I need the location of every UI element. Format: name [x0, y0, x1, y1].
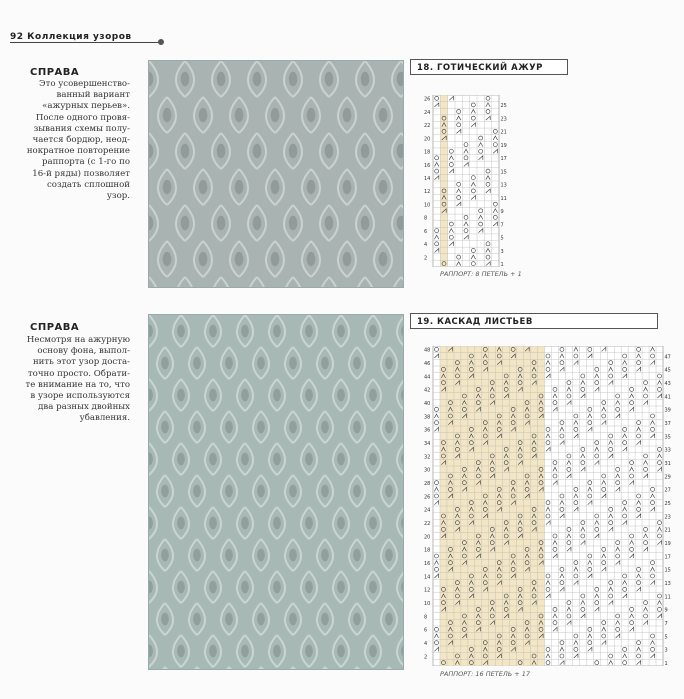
row-number-right: 35 — [664, 434, 671, 441]
row-number-right: 11 — [664, 594, 671, 601]
row-number-right: 19 — [500, 142, 507, 149]
row-number-right: 19 — [664, 541, 671, 547]
row-number-right: 29 — [664, 474, 671, 481]
row-number-left: 28 — [424, 481, 431, 487]
row-number-right: 25 — [664, 501, 671, 507]
row-number-left: 8 — [424, 215, 428, 222]
pattern-19-chart — [423, 346, 673, 666]
row-number-left: 2 — [424, 654, 428, 661]
row-number-right: 13 — [664, 581, 671, 587]
row-number-right: 17 — [500, 156, 507, 163]
row-number-left: 26 — [424, 494, 431, 501]
row-number-left: 26 — [424, 96, 431, 103]
row-number-left: 36 — [424, 427, 431, 434]
row-number-right: 3 — [664, 647, 668, 654]
row-number-right: 47 — [664, 354, 671, 361]
row-number-right: 7 — [664, 621, 668, 627]
row-number-right: 25 — [500, 103, 507, 110]
row-number-left: 14 — [424, 176, 431, 183]
row-number-right: 27 — [664, 487, 671, 494]
row-number-left: 4 — [424, 242, 428, 249]
row-number-right: 1 — [664, 661, 668, 666]
row-number-right: 5 — [664, 634, 668, 641]
row-number-left: 16 — [424, 162, 431, 169]
row-number-left: 18 — [424, 547, 431, 554]
section-1-description: Это усовершенство- ванный вариант «ажурных перьев». После одного провя- зывания схемы полу- чается бордюр, неод- нократное повторение раппорта (с 1-го по 16-й ряды) позволяет создать сплошной узор. — [26, 79, 130, 202]
row-number-right: 31 — [664, 461, 671, 467]
row-number-right: 7 — [500, 222, 504, 229]
row-number-left: 44 — [424, 374, 431, 381]
pattern-19-title: 19. КАСКАД ЛИСТЬЕВ — [410, 313, 658, 329]
row-number-left: 20 — [424, 136, 431, 143]
section-2-heading: СПРАВА — [30, 322, 80, 333]
row-number-left: 2 — [424, 255, 428, 262]
row-number-left: 40 — [424, 401, 431, 407]
row-number-left: 24 — [424, 507, 431, 514]
row-number-right: 3 — [500, 248, 504, 255]
row-number-left: 6 — [424, 228, 428, 235]
row-number-left: 34 — [424, 441, 431, 447]
row-number-right: 41 — [664, 394, 671, 401]
row-number-left: 8 — [424, 614, 428, 621]
section-2-description: Несмотря на ажурную основу фона, выпол- нить этот узор доста- точно просто. Обрати- те внимание на то, что в узоре используются два разных двойных убавления. — [25, 335, 130, 424]
row-number-right: 13 — [500, 182, 507, 189]
pattern-18-title: 18. ГОТИЧЕСКИЙ АЖУР — [410, 59, 568, 75]
row-number-right: 17 — [664, 554, 671, 561]
row-number-left: 18 — [424, 149, 431, 156]
pattern-18-chart — [423, 95, 509, 267]
row-number-right: 43 — [664, 381, 671, 387]
row-number-left: 12 — [424, 587, 431, 594]
row-number-left: 22 — [424, 123, 431, 130]
pattern-18-photo — [148, 60, 404, 288]
row-number-left: 10 — [424, 601, 431, 607]
page-header — [0, 28, 684, 48]
row-number-left: 22 — [424, 521, 431, 527]
row-number-right: 1 — [500, 262, 504, 267]
row-number-right: 45 — [664, 367, 671, 374]
row-number-left: 42 — [424, 387, 431, 394]
row-number-right: 21 — [500, 129, 507, 136]
row-number-left: 24 — [424, 109, 431, 116]
section-1-heading: СПРАВА — [30, 67, 80, 78]
pattern-19-photo — [148, 314, 404, 670]
row-number-left: 20 — [424, 534, 431, 541]
row-number-right: 5 — [500, 235, 504, 242]
row-number-right: 9 — [664, 607, 668, 614]
row-number-left: 32 — [424, 454, 431, 461]
row-number-left: 12 — [424, 189, 431, 196]
row-number-right: 37 — [664, 421, 671, 427]
row-number-left: 14 — [424, 574, 431, 581]
row-number-right: 23 — [664, 514, 671, 521]
row-number-left: 38 — [424, 414, 431, 421]
row-number-right: 11 — [500, 195, 507, 202]
row-number-left: 10 — [424, 202, 431, 209]
row-number-right: 15 — [664, 567, 671, 574]
row-number-right: 33 — [664, 447, 671, 454]
page-label: 92 Коллекция узоров — [10, 32, 132, 42]
row-number-left: 48 — [424, 347, 431, 354]
row-number-right: 21 — [664, 527, 671, 534]
knitting-needle-icon — [158, 39, 164, 45]
row-number-right: 39 — [664, 407, 671, 414]
pattern-19-repeat-caption: РАППОРТ: 16 ПЕТЕЛЬ + 17 — [440, 670, 531, 678]
row-number-right: 23 — [500, 116, 507, 123]
row-number-left: 46 — [424, 361, 431, 367]
row-number-left: 6 — [424, 627, 428, 634]
row-number-left: 16 — [424, 561, 431, 567]
pattern-18-repeat-caption: РАППОРТ: 8 ПЕТЕЛЬ + 1 — [440, 270, 522, 278]
header-rule — [10, 42, 160, 43]
row-number-right: 15 — [500, 169, 507, 176]
row-number-left: 30 — [424, 467, 431, 474]
row-number-left: 4 — [424, 641, 428, 647]
row-number-right: 9 — [500, 209, 504, 216]
